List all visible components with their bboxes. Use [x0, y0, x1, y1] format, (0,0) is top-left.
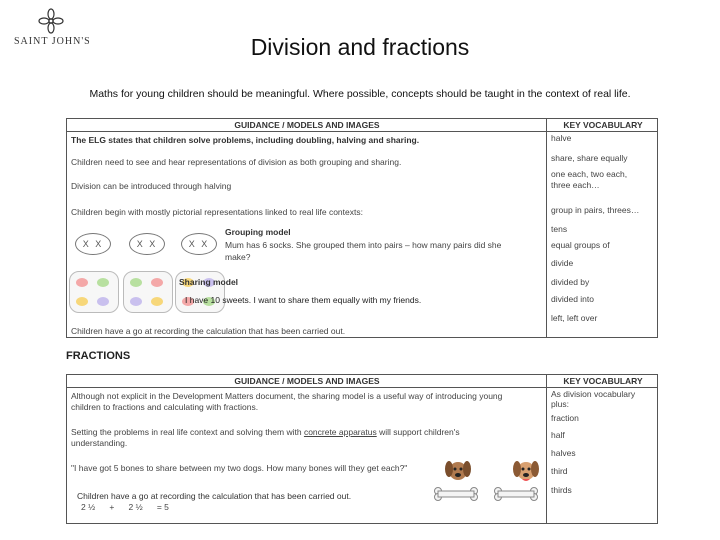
- vocab-item: three each…: [551, 180, 600, 190]
- guidance-line: Although not explicit in the Development Matters document, the sharing model is a useful way of introducing young: [71, 391, 503, 401]
- grouping-circle: X X: [75, 233, 111, 255]
- sweet: [130, 278, 142, 287]
- grouping-model-title: Grouping model: [225, 227, 291, 237]
- guidance-line: The ELG states that children solve problems, including doubling, halving and sharing.: [71, 135, 420, 145]
- grouping-model-text: make?: [225, 252, 251, 262]
- guidance-line: children to fractions and calculating with fractions.: [71, 402, 259, 412]
- sweets-plate: [69, 271, 119, 313]
- sweet: [151, 278, 163, 287]
- header-divider: [67, 131, 657, 132]
- guidance-line: Division can be introduced through halving: [71, 181, 232, 191]
- guidance-line: Children begin with mostly pictorial representations linked to real life contexts:: [71, 207, 363, 217]
- recording-text: Children have a go at recording the calculation that has been carried out.: [77, 491, 352, 501]
- division-table: [66, 118, 658, 338]
- vocab-item: halves: [551, 448, 576, 458]
- vocab-item: half: [551, 430, 565, 440]
- dog-icon: [443, 457, 473, 483]
- vocab-item: one each, two each,: [551, 169, 628, 179]
- sweet: [151, 297, 163, 306]
- column-divider: [546, 119, 547, 337]
- vocab-item: divided by: [551, 277, 590, 287]
- intro-text: Maths for young children should be meaningful. Where possible, concepts should be taught in the context of real life.: [89, 88, 631, 100]
- sweet: [76, 297, 88, 306]
- sweet: [97, 278, 109, 287]
- vocab-item: tens: [551, 224, 568, 234]
- vocab-item: As division vocabulary: [551, 389, 636, 399]
- guidance-line-text: Setting the problems in real life context and solving them with: [71, 427, 304, 437]
- guidance-line: understanding.: [71, 438, 128, 448]
- vocab-item: thirds: [551, 485, 572, 495]
- vocab-item: divide: [551, 258, 574, 268]
- vocab-item: fraction: [551, 413, 579, 423]
- vocab-header: KEY VOCABULARY: [563, 120, 643, 130]
- concrete-apparatus-text: concrete apparatus: [303, 427, 377, 437]
- vocab-item: left, left over: [551, 313, 598, 323]
- bone-icon: [433, 487, 479, 501]
- fractions-heading: FRACTIONS: [66, 350, 131, 362]
- sweet: [97, 297, 109, 306]
- vocab-item: third: [551, 466, 568, 476]
- sharing-model-text: I have 10 sweets. I want to share them equally with my friends.: [185, 295, 422, 305]
- logo-text: SAINT JOHN'S: [14, 36, 91, 47]
- guidance-line: Children need to see and hear representations of division as both grouping and sharing.: [71, 157, 402, 167]
- grouping-model-text: Mum has 6 socks. She grouped them into pairs – how many pairs did she: [225, 240, 502, 250]
- vocab-item: share, share equally: [551, 153, 628, 163]
- bone-icon: [493, 487, 539, 501]
- vocab-item: plus:: [551, 399, 569, 409]
- header-divider: [67, 387, 657, 388]
- vocab-item: equal groups of: [551, 240, 610, 250]
- grouping-circle: X X: [181, 233, 217, 255]
- sweet: [76, 278, 88, 287]
- guidance-header: GUIDANCE / MODELS AND IMAGES: [234, 376, 380, 386]
- guidance-line-text: will support children's: [376, 427, 460, 437]
- guidance-line: [71, 427, 460, 437]
- bones-problem-quote: "I have got 5 bones to share between my two dogs. How many bones will they get each?": [71, 463, 408, 473]
- grouping-circle: X X: [129, 233, 165, 255]
- vocab-item: divided into: [551, 294, 595, 304]
- recording-text: Children have a go at recording the calculation that has been carried out.: [71, 326, 346, 336]
- calculation: 2 ½ + 2 ½ = 5: [81, 502, 169, 512]
- vocab-header: KEY VOCABULARY: [563, 376, 643, 386]
- guidance-header: GUIDANCE / MODELS AND IMAGES: [234, 120, 380, 130]
- page-title: Division and fractions: [250, 34, 470, 60]
- fractions-table: [66, 374, 658, 524]
- column-divider: [546, 375, 547, 523]
- dog-icon: [511, 457, 541, 483]
- sweet: [130, 297, 142, 306]
- flower-logo-icon: [38, 8, 64, 34]
- sweets-plate: [123, 271, 173, 313]
- vocab-item: halve: [551, 133, 572, 143]
- vocab-item: group in pairs, threes…: [551, 205, 640, 215]
- sharing-model-title: Sharing model: [179, 277, 239, 287]
